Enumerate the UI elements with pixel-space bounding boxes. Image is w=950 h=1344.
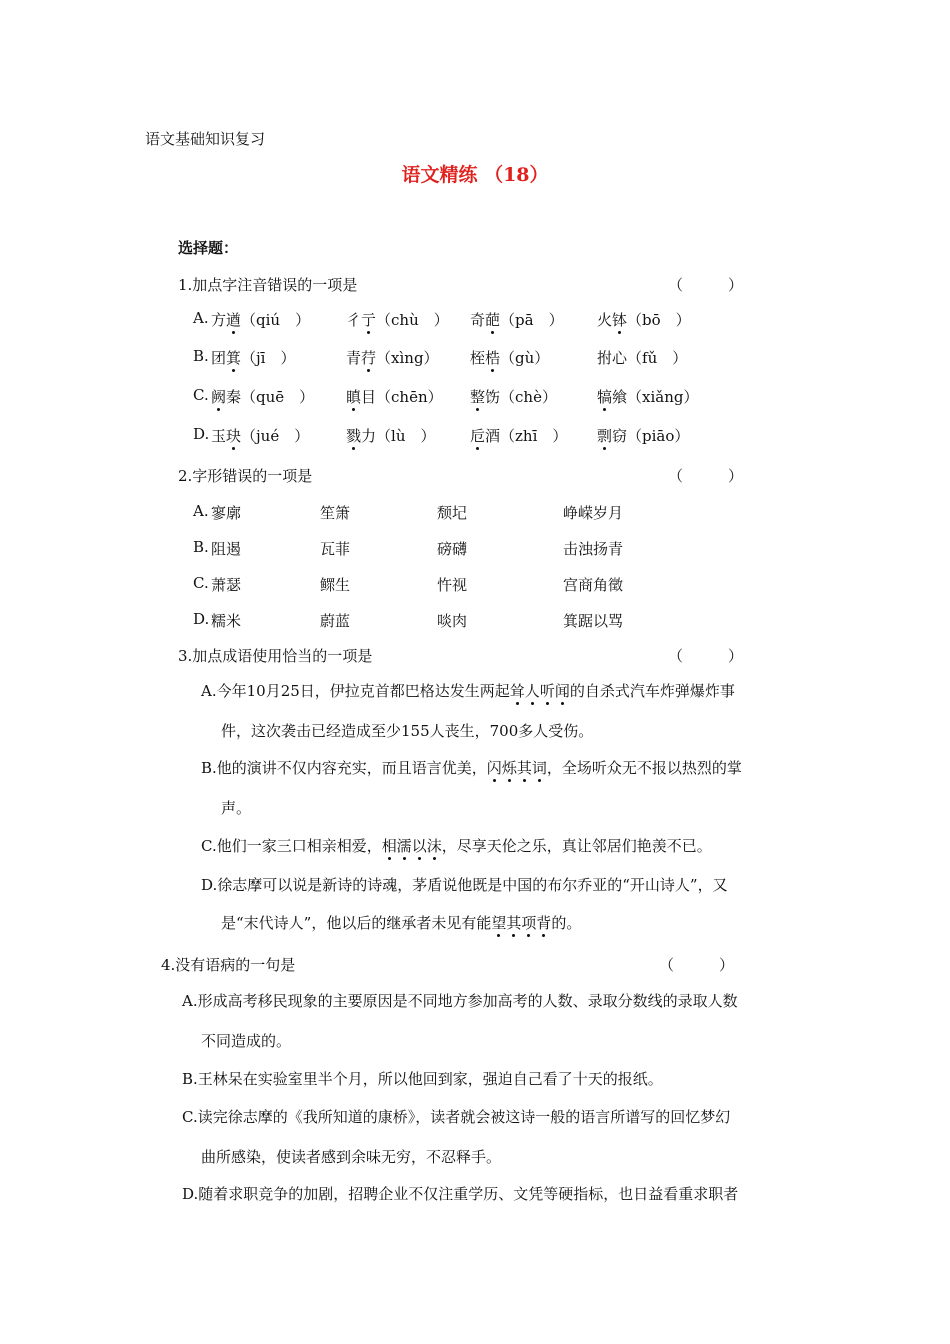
dotted-char: 濡 bbox=[396, 837, 412, 855]
question-3-option-d-line-2: 是“末代诗人”，他以后的继承者未见有能望其项背的。 bbox=[221, 914, 582, 932]
dotted-char: 耸 bbox=[509, 682, 525, 700]
word-item: 击浊扬青 bbox=[563, 540, 624, 558]
question-3-option-b-line-2: 声。 bbox=[221, 799, 252, 817]
pinyin-item: 戮力（lù ） bbox=[346, 427, 436, 445]
word-item: 箕踞以骂 bbox=[563, 612, 624, 630]
pinyin-item: 青荇（xìng） bbox=[346, 349, 439, 367]
dotted-char: 瞋 bbox=[346, 388, 362, 406]
dotted-char: 犒 bbox=[597, 388, 613, 406]
word-item: 颓圮 bbox=[437, 504, 468, 522]
pinyin-item: 犒飨（xiǎng） bbox=[597, 388, 699, 406]
pinyin-item: 方遒（qiú ） bbox=[211, 311, 311, 329]
question-3-option-b-line-1: B.他的演讲不仅内容充实，而且语言优美，闪烁其词，全场听众无不报以热烈的掌 bbox=[201, 759, 742, 777]
word-item: 忤视 bbox=[437, 576, 468, 594]
dotted-char: 词 bbox=[531, 759, 547, 777]
dotted-idiom bbox=[510, 682, 570, 700]
dotted-char: 以 bbox=[411, 837, 427, 855]
dotted-char: 戮 bbox=[346, 427, 362, 445]
word-item: 峥嵘岁月 bbox=[563, 504, 624, 522]
pinyin-item: 桎梏（gù） bbox=[470, 349, 550, 367]
pinyin-item: 卮酒（zhī ） bbox=[470, 427, 568, 445]
option-label: D. bbox=[193, 425, 210, 443]
pinyin-item: 彳亍（chù ） bbox=[346, 311, 449, 329]
word-item: 宫商角徵 bbox=[563, 576, 624, 594]
dotted-char: 人 bbox=[524, 682, 540, 700]
option-label: B. bbox=[193, 538, 209, 556]
pinyin-item: 整饬（chè） bbox=[470, 388, 557, 406]
dotted-char: 遒 bbox=[226, 311, 242, 329]
pinyin-item: 奇葩（pā ） bbox=[470, 311, 564, 329]
dotted-char: 钵 bbox=[612, 311, 628, 329]
dotted-char: 箕 bbox=[226, 349, 242, 367]
dotted-char: 亍 bbox=[361, 311, 377, 329]
dotted-char: 玦 bbox=[226, 427, 242, 445]
question-3-option-a-line-2: 件，这次袭击已经造成至少155人丧生，700多人受伤。 bbox=[221, 722, 594, 740]
dotted-char: 闪 bbox=[486, 759, 502, 777]
dotted-char: 阙 bbox=[211, 388, 227, 406]
question-3-option-d-line-1: D.徐志摩可以说是新诗的诗魂，茅盾说他既是中国的布尔乔亚的“开山诗人”，又 bbox=[201, 876, 728, 894]
pinyin-item: 瞋目（chēn） bbox=[346, 388, 443, 406]
question-4-option-d-line-1: D.随着求职竞争的加剧，招聘企业不仅注重学历、文凭等硬指标，也日益看重求职者 bbox=[182, 1185, 739, 1203]
word-item: 瓦菲 bbox=[320, 540, 351, 558]
dotted-char: 相 bbox=[381, 837, 397, 855]
dotted-char: 梏 bbox=[485, 349, 501, 367]
pinyin-item: 团箕（jī ） bbox=[211, 349, 296, 367]
dotted-char: 闻 bbox=[554, 682, 570, 700]
question-1-stem: 1.加点字注音错误的一项是 bbox=[178, 276, 358, 294]
dotted-char: 葩 bbox=[485, 311, 501, 329]
option-label: A. bbox=[193, 502, 209, 520]
dotted-char: 望 bbox=[491, 914, 507, 932]
dotted-char: 荇 bbox=[361, 349, 377, 367]
word-item: 萧瑟 bbox=[211, 576, 242, 594]
question-3-option-c-line-1: C.他们一家三口相亲相爱，相濡以沫，尽享天伦之乐，真让邻居们艳羡不已。 bbox=[201, 837, 712, 855]
pinyin-item: 玉玦（jué ） bbox=[211, 427, 310, 445]
dotted-char: 烁 bbox=[501, 759, 517, 777]
dotted-char: 听 bbox=[539, 682, 555, 700]
word-item: 鳏生 bbox=[320, 576, 351, 594]
dotted-char: 项 bbox=[521, 914, 537, 932]
word-item: 寥廓 bbox=[211, 504, 242, 522]
word-item: 磅礴 bbox=[437, 540, 468, 558]
pinyin-item: 阙秦（quē ） bbox=[211, 388, 315, 406]
option-label: C. bbox=[193, 574, 209, 592]
dotted-char: 整 bbox=[470, 388, 486, 406]
dotted-char: 其 bbox=[506, 914, 522, 932]
question-1-answer-blank: （ ） bbox=[668, 276, 744, 294]
dotted-idiom bbox=[382, 837, 442, 855]
question-4-option-a-line-2: 不同造成的。 bbox=[201, 1032, 292, 1050]
question-4-option-b-line-1: B.王林呆在实验室里半个月，所以他回到家，强迫自己看了十天的报纸。 bbox=[182, 1070, 663, 1088]
dotted-char: 沫 bbox=[426, 837, 442, 855]
dotted-char: 卮 bbox=[470, 427, 486, 445]
word-item: 啖肉 bbox=[437, 612, 468, 630]
question-4-option-a-line-1: A.形成高考移民现象的主要原因是不同地方参加高考的人数、录取分数线的录取人数 bbox=[182, 992, 738, 1010]
pinyin-item: 剽窃（piāo） bbox=[597, 427, 690, 445]
word-item: 笙箫 bbox=[320, 504, 351, 522]
dotted-idiom bbox=[491, 914, 551, 932]
option-label: B. bbox=[193, 347, 209, 365]
question-2-answer-blank: （ ） bbox=[668, 467, 744, 485]
document-header: 语文基础知识复习 bbox=[145, 130, 266, 148]
dotted-idiom bbox=[487, 759, 547, 777]
dotted-char: 剽 bbox=[597, 427, 613, 445]
question-2-stem: 2.字形错误的一项是 bbox=[178, 467, 313, 485]
question-3-answer-blank: （ ） bbox=[668, 647, 744, 665]
word-item: 蔚蓝 bbox=[320, 612, 351, 630]
option-label: C. bbox=[193, 386, 209, 404]
word-item: 糯米 bbox=[211, 612, 242, 630]
question-3-option-a-line-1: A.今年10月25日，伊拉克首都巴格达发生两起耸人听闻的自杀式汽车炸弹爆炸事 bbox=[201, 682, 735, 700]
pinyin-item: 火钵（bō ） bbox=[597, 311, 691, 329]
question-4-option-c-line-1: C.读完徐志摩的《我所知道的康桥》，读者就会被这诗一般的语言所谱写的回忆梦幻 bbox=[182, 1108, 731, 1126]
question-4-answer-blank: （ ） bbox=[659, 956, 735, 974]
question-4-stem: 4.没有语病的一句是 bbox=[161, 956, 296, 974]
pinyin-item: 拊心（fǔ ） bbox=[597, 349, 688, 367]
option-label: D. bbox=[193, 610, 210, 628]
question-4-option-c-line-2: 曲所感染，使读者感到余味无穷，不忍释手。 bbox=[201, 1148, 502, 1166]
section-heading: 选择题： bbox=[178, 239, 239, 257]
dotted-char: 背 bbox=[536, 914, 552, 932]
word-item: 阻遏 bbox=[211, 540, 242, 558]
page-title: 语文精练 （18） bbox=[401, 164, 549, 186]
dotted-char: 其 bbox=[516, 759, 532, 777]
question-3-stem: 3.加点成语使用恰当的一项是 bbox=[178, 647, 373, 665]
option-label: A. bbox=[193, 309, 209, 327]
